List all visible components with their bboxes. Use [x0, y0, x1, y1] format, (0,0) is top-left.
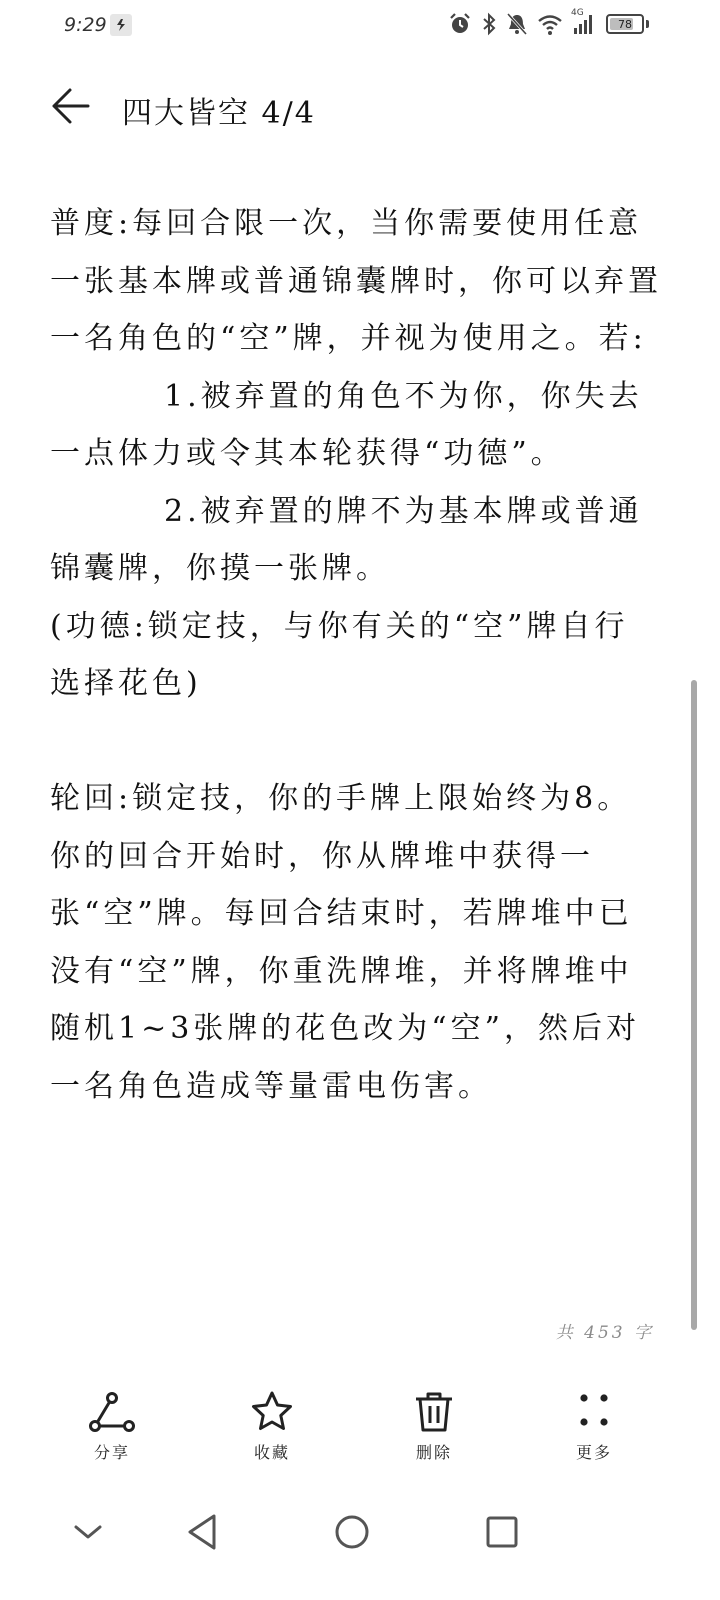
word-count: 共 453 字 — [555, 1323, 654, 1343]
note-content[interactable] — [50, 195, 662, 1115]
recents-square-icon — [484, 1514, 520, 1550]
status-time: 9:29 — [64, 14, 107, 36]
battery-tip — [646, 20, 649, 28]
recents-nav-button[interactable] — [478, 1508, 526, 1556]
battery-icon — [606, 14, 644, 34]
signal-icon: 4G — [572, 12, 594, 40]
scrollbar-thumb[interactable] — [691, 680, 697, 1330]
favorite-label: 收藏 — [253, 1443, 290, 1462]
more-button[interactable] — [534, 1390, 654, 1463]
more-label: 更多 — [575, 1443, 612, 1462]
trash-icon — [410, 1390, 458, 1434]
delete-label: 删除 — [415, 1443, 452, 1462]
back-nav-button[interactable] — [178, 1508, 226, 1556]
app-notification-icon — [110, 14, 132, 36]
page-title: 四大皆空 4/4 — [122, 96, 316, 131]
collapse-icon — [72, 1522, 104, 1542]
paragraph-condition-1: 1.被弃置的角色不为你，你失去一点体力或令其本轮获得“功德”。 — [50, 378, 643, 471]
bottom-toolbar — [0, 1390, 720, 1480]
more-icon — [570, 1390, 618, 1434]
system-nav-bar — [0, 1500, 720, 1560]
wifi-icon — [537, 12, 563, 40]
favorite-button[interactable] — [212, 1390, 332, 1463]
header — [0, 76, 720, 136]
status-bar — [0, 0, 720, 52]
paragraph-pudu: 普度:每回合限一次，当你需要使用任意一张基本牌或普通锦囊牌时，你可以弃置一名角色的“空”牌，并视为使用之。若: — [50, 206, 662, 356]
home-nav-button[interactable] — [328, 1508, 376, 1556]
blank-line — [50, 713, 662, 771]
share-label: 分享 — [93, 1443, 130, 1462]
paragraph-gongde: (功德:锁定技，与你有关的“空”牌自行选择花色) — [50, 608, 629, 701]
star-icon — [248, 1390, 296, 1434]
back-arrow-icon — [48, 86, 92, 126]
paragraph-condition-2: 2.被弃置的牌不为基本牌或普通锦囊牌，你摸一张牌。 — [50, 493, 643, 586]
collapse-nav-button[interactable] — [64, 1508, 112, 1556]
battery-level: 78 — [618, 17, 632, 31]
share-button[interactable] — [52, 1390, 172, 1463]
mute-icon — [506, 12, 528, 40]
share-icon — [88, 1390, 136, 1434]
alarm-icon — [448, 12, 472, 40]
back-button[interactable] — [42, 82, 98, 130]
back-triangle-icon — [184, 1513, 220, 1551]
paragraph-lunhui: 轮回:锁定技，你的手牌上限始终为8。你的回合开始时，你从牌堆中获得一张“空”牌。每回合结束时，若牌堆中已没有“空”牌，你重洗牌堆，并将牌堆中随机1~3张牌的花色改为“空”，然后对一名角色造成等量雷电伤害。 — [50, 781, 640, 1104]
bluetooth-icon — [481, 12, 497, 40]
delete-button[interactable] — [374, 1390, 494, 1463]
home-circle-icon — [333, 1513, 371, 1551]
